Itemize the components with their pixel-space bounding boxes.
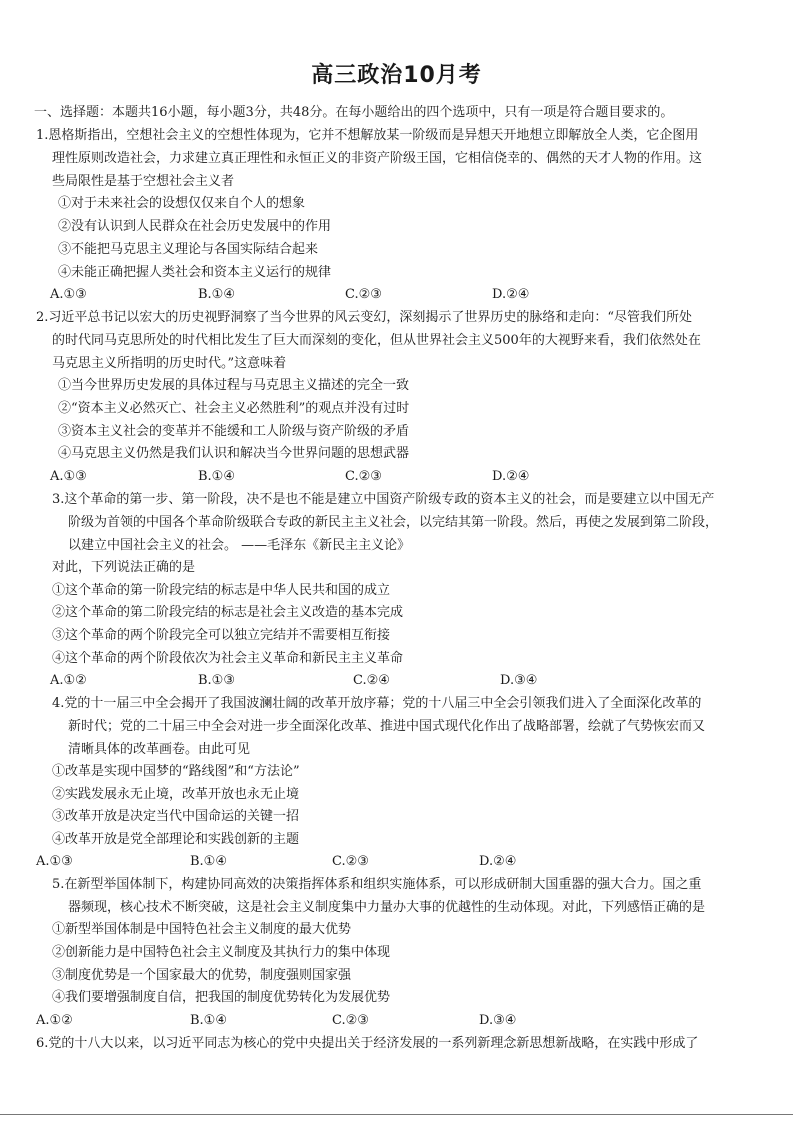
question-stem-line: 的时代同马克思所处的时代相比发生了巨大而深刻的变化，但从世界社会主义500年的大视野来看，我们依然处在 xyxy=(52,333,701,348)
statement-item: ③资本主义社会的变革并不能缓和工人阶级与资产阶级的矛盾 xyxy=(58,424,410,439)
statement-item: ③这个革命的两个阶段完全可以独立完结并不需要相互衔接 xyxy=(52,628,391,643)
question-stem-line: 5.在新型举国体制下，构建协同高效的决策指挥体系和组织实施体系，可以形成研制大国重器的强大合力。国之重 xyxy=(52,877,702,892)
option-d: D.③④ xyxy=(500,673,538,688)
option-d: D.②④ xyxy=(479,854,517,869)
statement-item: ②“资本主义必然灭亡、社会主义必然胜利”的观点并没有过时 xyxy=(58,401,410,416)
statement-item: ①当今世界历史发展的具体过程与马克思主义描述的完全一致 xyxy=(58,378,410,393)
option-b: B.①④ xyxy=(190,1013,227,1028)
question-stem-line: 以建立中国社会主义的社会。 ——毛泽东《新民主主义论》 xyxy=(68,538,411,553)
question-stem-line: 3.这个革命的第一步、第一阶段，决不是也不能是建立中国资产阶级专政的资本主义的社会，而是要建立以中国无产 xyxy=(52,492,715,507)
statement-item: ①对于未来社会的设想仅仅来自个人的想象 xyxy=(58,196,306,211)
question-stem-line: 马克思主义所指明的历史时代。”这意味着 xyxy=(52,356,287,371)
statement-item: ②没有认识到人民群众在社会历史发展中的作用 xyxy=(58,219,332,234)
option-a: A.①③ xyxy=(50,287,87,302)
statement-item: ④我们要增强制度自信，把我国的制度优势转化为发展优势 xyxy=(52,990,391,1005)
question-stem-line: 1.恩格斯指出，空想社会主义的空想性体现为，它并不想解放某一阶级而是异想天开地想立即解放全人类，它企图用 xyxy=(36,128,699,143)
question-lead: 对此，下列说法正确的是 xyxy=(52,560,196,575)
option-c: C.②③ xyxy=(332,854,369,869)
statement-item: ③改革开放是决定当代中国命运的关键一招 xyxy=(52,809,300,824)
statement-item: ④这个革命的两个阶段依次为社会主义革命和新民主主义革命 xyxy=(52,651,404,666)
statement-item: ④未能正确把握人类社会和资本主义运行的规律 xyxy=(58,265,332,280)
option-b: B.①④ xyxy=(198,469,235,484)
option-a: A.①③ xyxy=(50,469,87,484)
question-stem-line: 4.党的十一届三中全会揭开了我国波澜壮阔的改革开放序幕；党的十八届三中全会引领我们进入了全面深化改革的 xyxy=(52,696,702,711)
question-stem-line: 6.党的十八大以来，以习近平同志为核心的党中央提出关于经济发展的一系列新理念新思想新战略，在实践中形成了 xyxy=(36,1036,699,1051)
option-b: B.①③ xyxy=(198,673,235,688)
question-stem-line: 理性原则改造社会，力求建立真正理性和永恒正义的非资产阶级王国，它相信侥幸的、偶然的天才人物的作用。这 xyxy=(52,151,703,166)
option-a: A.①② xyxy=(50,673,87,688)
option-c: C.②③ xyxy=(345,469,382,484)
statement-item: ②实践发展永无止境，改革开放也永无止境 xyxy=(52,787,300,802)
option-a: A.①② xyxy=(36,1013,73,1028)
page-bottom-rule xyxy=(0,1114,793,1115)
question-stem-line: 清晰具体的改革画卷。由此可见 xyxy=(68,742,251,757)
statement-item: ②创新能力是中国特色社会主义制度及其执行力的集中体现 xyxy=(52,945,391,960)
option-c: C.②③ xyxy=(332,1013,369,1028)
option-b: B.①④ xyxy=(190,854,227,869)
statement-item: ②这个革命的第二阶段完结的标志是社会主义改造的基本完成 xyxy=(52,605,404,620)
question-stem-line: 器频现，核心技术不断突破，这是社会主义制度集中力量办大事的优越性的生动体现。对此，下列感悟正确的是 xyxy=(68,900,706,915)
question-stem-line: 些局限性是基于空想社会主义者 xyxy=(52,174,235,189)
question-stem-line: 2.习近平总书记以宏大的历史视野洞察了当今世界的风云变幻，深刻揭示了世界历史的脉络和走向：“尽管我们所处 xyxy=(36,310,693,325)
section-heading: 一、选择题：本题共16小题，每小题3分，共48分。在每小题给出的四个选项中，只有一项是符合题目要求的。 xyxy=(34,105,674,120)
option-b: B.①④ xyxy=(198,287,235,302)
option-d: D.③④ xyxy=(479,1013,517,1028)
option-d: D.②④ xyxy=(492,287,530,302)
option-a: A.①③ xyxy=(36,854,73,869)
option-d: D.②④ xyxy=(492,469,530,484)
question-stem-line: 阶级为首领的中国各个革命阶级联合专政的新民主主义社会，以完结其第一阶段。然后，再使之发展到第二阶段， xyxy=(68,515,719,530)
question-stem-line: 新时代；党的二十届三中全会对进一步全面深化改革、推进中国式现代化作出了战略部署，绘就了气势恢宏而又 xyxy=(68,719,706,734)
page-title: 高三政治10月考 xyxy=(311,63,482,88)
statement-item: ④马克思主义仍然是我们认识和解决当今世界问题的思想武器 xyxy=(58,446,410,461)
statement-item: ④改革开放是党全部理论和实践创新的主题 xyxy=(52,832,300,847)
statement-item: ③制度优势是一个国家最大的优势，制度强则国家强 xyxy=(52,968,352,983)
statement-item: ①改革是实现中国梦的“路线图”和“方法论” xyxy=(52,764,300,779)
statement-item: ①这个革命的第一阶段完结的标志是中华人民共和国的成立 xyxy=(52,583,391,598)
option-c: C.②③ xyxy=(345,287,382,302)
option-c: C.②④ xyxy=(353,673,390,688)
statement-item: ①新型举国体制是中国特色社会主义制度的最大优势 xyxy=(52,922,352,937)
statement-item: ③不能把马克思主义理论与各国实际结合起来 xyxy=(58,242,319,257)
